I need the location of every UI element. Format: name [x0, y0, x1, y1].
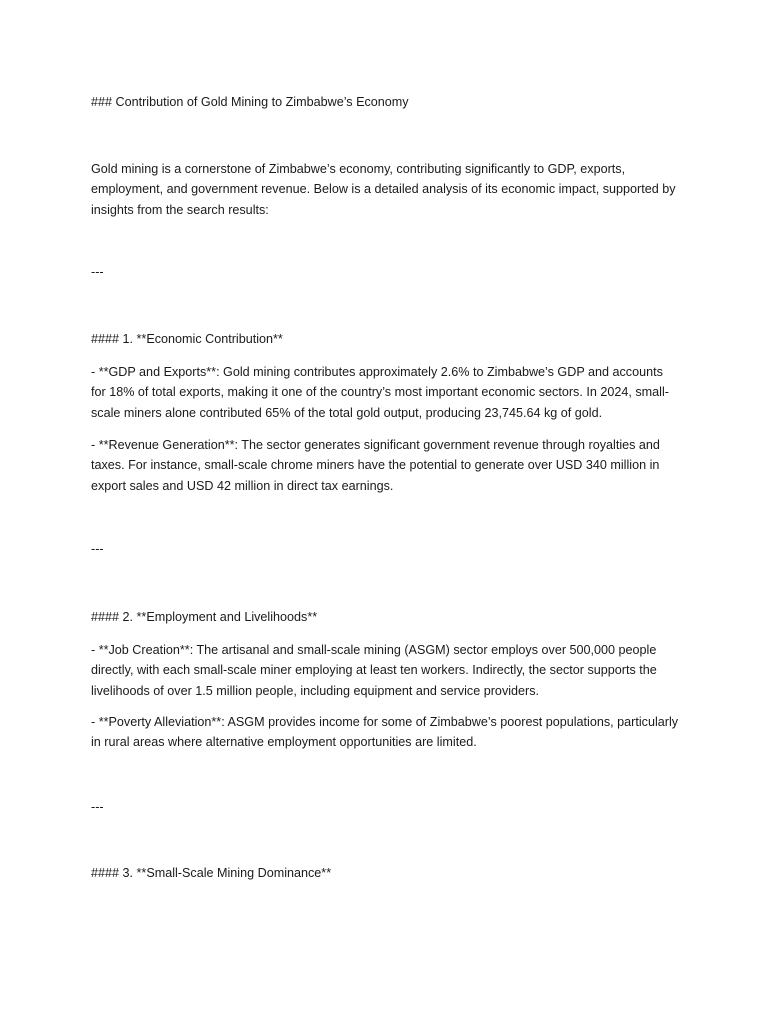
separator-1: --- [91, 265, 104, 279]
section-1-heading: #### 1. **Economic Contribution** [91, 332, 283, 346]
intro-paragraph: Gold mining is a cornerstone of Zimbabwe’s economy, contributing significantly to GDP, exports, employment, and government revenue. Below is a detailed analysis of its economic impact, supported by insights from the search results: [91, 162, 676, 217]
separator-2: --- [91, 542, 104, 556]
separator-3: --- [91, 800, 104, 814]
section-2-heading: #### 2. **Employment and Livelihoods** [91, 610, 318, 624]
document-title: ### Contribution of Gold Mining to Zimbabwe’s Economy [91, 95, 409, 109]
section-2-bullet-2: - **Poverty Alleviation**: ASGM provides income for some of Zimbabwe’s poorest populations, particularly in rural areas where alternative employment opportunities are limited. [91, 715, 679, 750]
section-1-bullet-2: - **Revenue Generation**: The sector generates significant government revenue through royalties and taxes. For instance, small-scale chrome miners have the potential to generate over USD 340 million in export sales and USD 42 million in direct tax earnings. [91, 438, 660, 493]
section-2-bullet-1: - **Job Creation**: The artisanal and small-scale mining (ASGM) sector employs over 500,000 people directly, with each small-scale miner employing at least ten workers. Indirectly, the sector supports the livelihoods of over 1.5 million people, including equipment and service providers. [91, 643, 657, 698]
section-1-bullet-1: - **GDP and Exports**: Gold mining contributes approximately 2.6% to Zimbabwe’s GDP and accounts for 18% of total exports, making it one of the country’s most important economic sectors. In 2024, small-scale miners alone contributed 65% of the total gold output, producing 23,745.64 kg of gold. [91, 365, 669, 420]
section-3-heading: #### 3. **Small-Scale Mining Dominance** [91, 866, 332, 880]
